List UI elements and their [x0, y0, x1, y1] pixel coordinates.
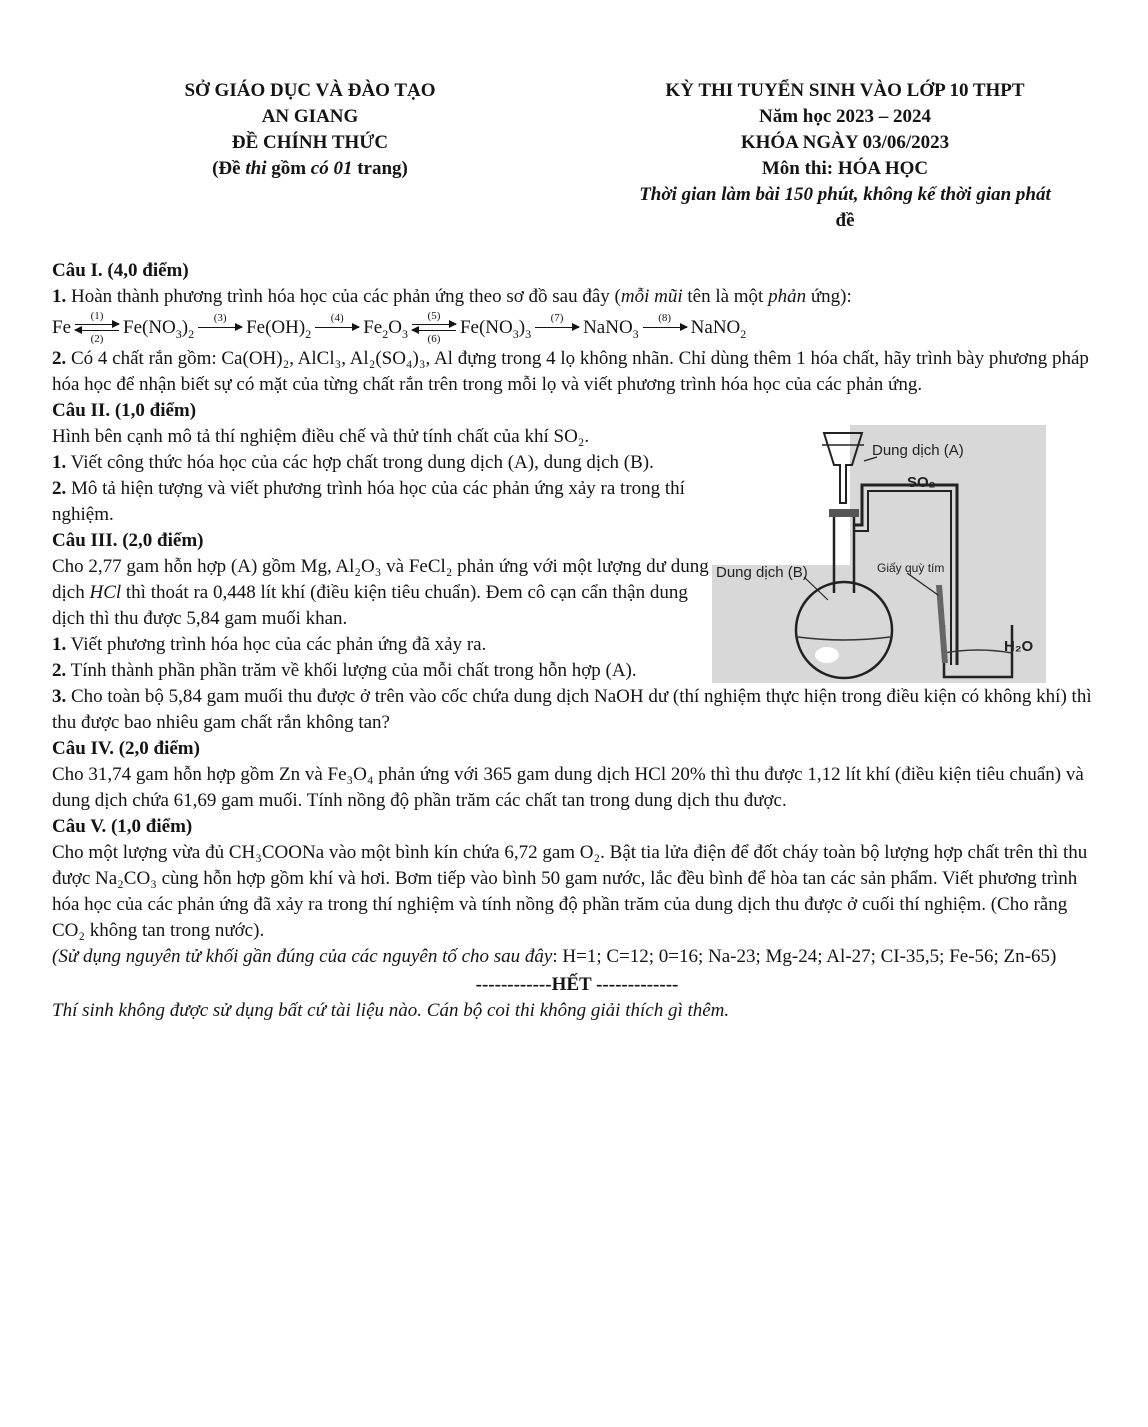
q5-text: Cho một lượng vừa đủ CH₃COONa vào một bình kín chứa 6,72 gam O₂. Bật tia lửa điện để đốt cháy toàn bộ lượng hợp chất trên thì thu được Na₂CO₃ cùng hỗn hợp gồm khí và hơi. Bơm tiếp vào bình 50 gam nước, lắc đều bình để hòa tan các sản phẩm. Viết phương trình hóa học của các phản ứng đã xảy ra trong thí nghiệm và tính nồng độ phần trăm của dung dịch thu được ở cuối thí nghiệm. (Cho rằng CO₂ không tan trong nước). [52, 842, 1088, 941]
arrow-8: (8) [643, 313, 687, 343]
school-year: Năm học 2023 – 2024 [758, 106, 932, 127]
q1-part2: 2. Có 4 chất rắn gồm: Ca(OH)₂, AlCl₃, Al₂(SO₄)₃, Al đựng trong 4 lọ không nhãn. Chỉ dùng thêm 1 hóa chất, hãy trình bày phương pháp hóa học để nhận biết sự có mặt của từng chất rắn trên trong mỗi lọ và viết phương trình hóa học của các phản ứng. [52, 348, 1089, 395]
q2-part1: 1. Viết công thức hóa học của các hợp chất trong dung dịch (A), dung dịch (B). [52, 452, 654, 473]
q1-part1: 1. Hoàn thành phương trình hóa học của các phản ứng theo sơ đồ sau đây (mỗi mũi tên là một phản ứng): [52, 286, 852, 307]
label-litmus-paper: Giấy quỳ tím [877, 561, 945, 575]
label-solution-a: Dung dịch (A) [872, 442, 964, 459]
q2-part2: 2. Mô tả hiện tượng và viết phương trình hóa học của các phản ứng xảy ra trong thí nghiệm. [52, 478, 685, 525]
q2-intro: Hình bên cạnh mô tả thí nghiệm điều chế và thử tính chất của khí SO₂. [52, 426, 590, 447]
label-water: H₂O [1004, 638, 1034, 655]
page-count-note: (Đề thi gồm có 01 trang) [212, 158, 408, 179]
arrow-7: (7) [535, 313, 579, 343]
official-label: ĐỀ CHÍNH THỨC [231, 132, 389, 153]
time-limit: Thời gian làm bài 150 phút, không kể thời gian phát [639, 184, 1051, 205]
exam-date: KHÓA NGÀY 03/06/2023 [740, 132, 950, 153]
q3-part2: 2. Tính thành phần phần trăm về khối lượng của mỗi chất trong hỗn hợp (A). [52, 660, 637, 681]
q3-part3: 3. Cho toàn bộ 5,84 gam muối thu được ở trên vào cốc chứa dung dịch NaOH dư (thí nghiệm thực hiện trong điều kiện có không khí) thì thu được bao nhiêu gam chất rắn không tan? [52, 686, 1092, 733]
arrow-5-6: (5) (6) [412, 311, 456, 345]
time-limit-cont: đề [835, 210, 855, 231]
q1-title: Câu I. (4,0 điểm) [52, 260, 189, 281]
label-so2: SO₂ [907, 474, 936, 491]
end-mark: ------------HẾT ------------- [475, 974, 679, 995]
arrow-4: (4) [315, 313, 359, 343]
final-note: Thí sinh không được sử dụng bất cứ tài liệu nào. Cán bộ coi thi không giải thích gì thêm. [52, 1000, 730, 1021]
label-solution-b: Dung dịch (B) [716, 564, 808, 581]
exam-title: KỲ THI TUYỂN SINH VÀO LỚP 10 THPT [665, 80, 1025, 101]
so2-apparatus-figure [712, 425, 1046, 683]
header-right [600, 78, 1090, 234]
department-name: SỞ GIÁO DỤC VÀ ĐÀO TẠO [184, 80, 436, 101]
atomic-mass-note: (Sử dụng nguyên tử khối gần đúng của các nguyên tố cho sau đây: H=1; C=12; 0=16; Na-23; Mg-24; Al-27; CI-35,5; Fe-56; Zn-65) [52, 946, 1057, 967]
q3-title: Câu III. (2,0 điểm) [52, 530, 204, 551]
q4-text: Cho 31,74 gam hỗn hợp gồm Zn và Fe₃O₄ phản ứng với 365 gam dung dịch HCl 20% thì thu được 1,12 lít khí (điều kiện tiêu chuẩn) và dung dịch chứa 61,69 gam muối. Tính nồng độ phần trăm các chất tan trong dung dịch thu được. [52, 764, 1084, 811]
reaction-scheme: Fe (1) (2) $Fe(NO_3)_2$ (3) $Fe(OH)_2$ (4) $Fe_2O_3$ (5) (6) $Fe(NO_3)_3$ (7) NaNO$_3$ (8) NaNO$_2$ [52, 310, 747, 345]
q4-title: Câu IV. (2,0 điểm) [52, 738, 200, 759]
q3-intro: Cho 2,77 gam hỗn hợp (A) gồm Mg, Al₂O₃ và FeCl₂ phản ứng với một lượng dư dung dịch HCl thì thoát ra 0,448 lít khí (điều kiện tiêu chuẩn). Đem cô cạn cẩn thận dung dịch thì thu được 5,84 gam muối khan. [52, 556, 709, 629]
q2-title: Câu II. (1,0 điểm) [52, 400, 197, 421]
apparatus-drawing [712, 425, 1046, 683]
province-name: AN GIANG [261, 106, 359, 127]
arrow-3: (3) [198, 313, 242, 343]
header-left [150, 78, 470, 182]
q5-title: Câu V. (1,0 điểm) [52, 816, 193, 837]
q3-part1: 1. Viết phương trình hóa học của các phản ứng đã xảy ra. [52, 634, 487, 655]
arrow-1-2: (1) (2) [75, 311, 119, 345]
subject: Môn thi: HÓA HỌC [761, 158, 929, 179]
